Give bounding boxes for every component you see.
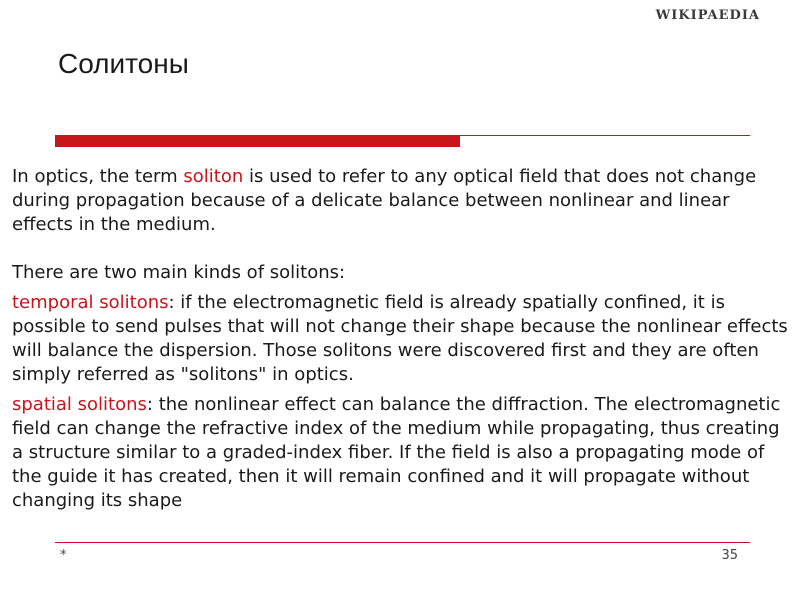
temporal-solitons-text: : if the electromagnetic field is already spatially confined, it is possible to send pulses that will not change their shape because the nonlinear effects will balance the dispersion. Those solitons were discovered first and they are often simply referred as "solitons" in optics. xyxy=(12,292,788,385)
intro-paragraph xyxy=(12,165,792,237)
kinds-heading: There are two main kinds of solitons: xyxy=(12,262,346,283)
wikipedia-logo: WIKIPAEDIA xyxy=(655,8,760,23)
slide-body xyxy=(12,165,792,519)
divider-thin-segment xyxy=(460,135,750,136)
divider-thick-segment xyxy=(55,135,460,147)
temporal-solitons-paragraph xyxy=(12,291,792,387)
spatial-solitons-text: : the nonlinear effect can balance the diffraction. The electromagnetic field can change the refractive index of the medium while propagating, thus creating a structure similar to a graded-index fiber. If the field is also a propagating mode of the guide it has created, then it will remain confined and it will propagate without changing its shape xyxy=(12,394,781,511)
spatial-solitons-paragraph xyxy=(12,393,792,513)
spatial-solitons-term: spatial solitons xyxy=(12,394,147,415)
footer-divider xyxy=(55,542,750,543)
footer-marker: * xyxy=(60,548,67,563)
intro-suffix: is used to refer to any optical field that does not change during propagation because of a delicate balance between nonlinear and linear effects in the medium. xyxy=(12,166,757,235)
intro-prefix: In optics, the term xyxy=(12,166,184,187)
page-number: 35 xyxy=(721,548,738,563)
temporal-solitons-term: temporal solitons xyxy=(12,292,169,313)
title-divider xyxy=(55,135,750,147)
soliton-term: soliton xyxy=(183,166,244,187)
slide-title: Солитоны xyxy=(58,48,189,79)
